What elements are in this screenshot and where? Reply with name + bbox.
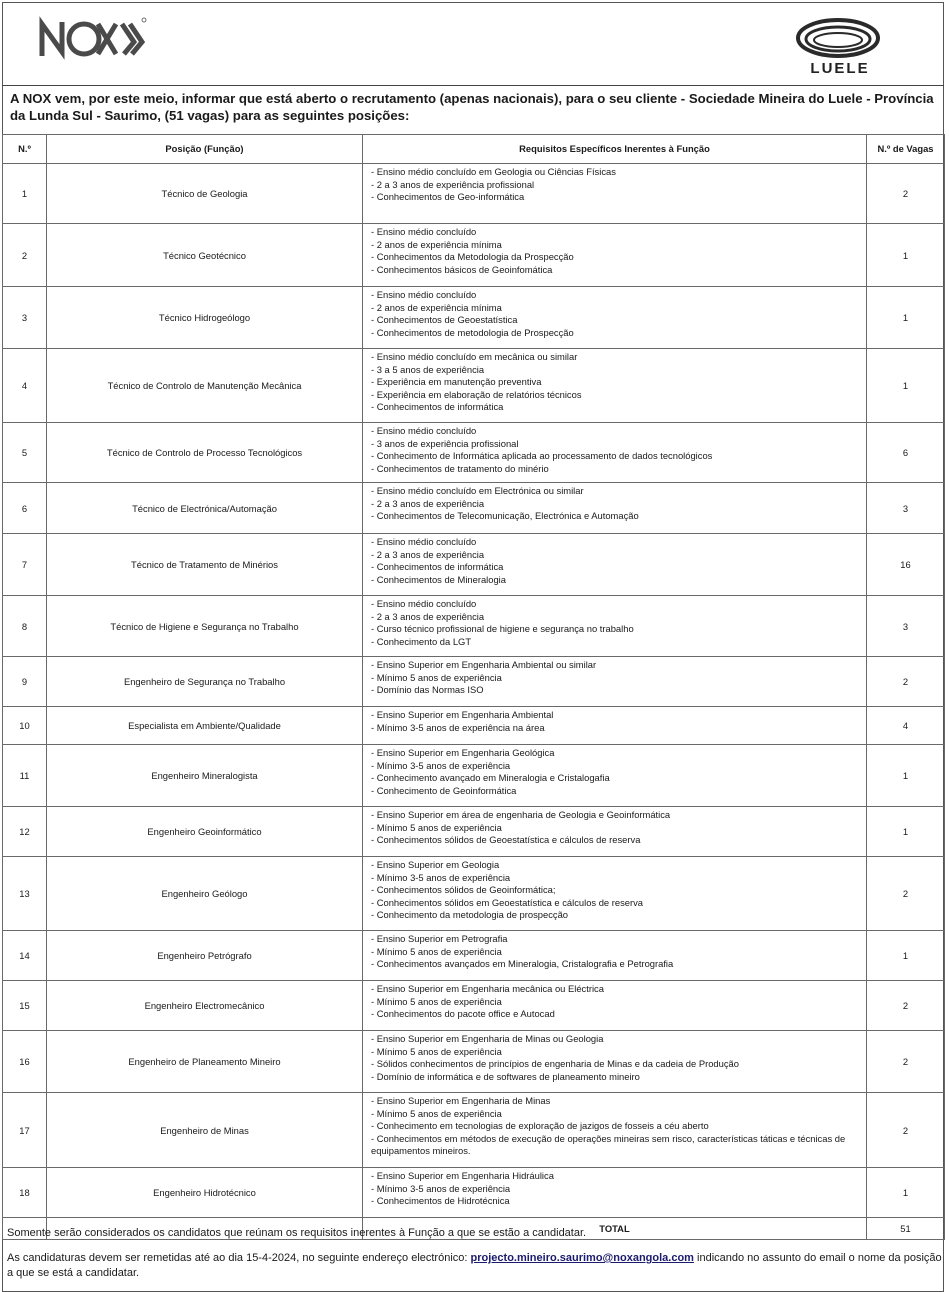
email-link[interactable]: projecto.mineiro.saurimo@noxangola.com — [470, 1252, 694, 1264]
table-row — [3, 287, 945, 349]
row-vacancies: 6 — [867, 423, 945, 483]
requirement-item: - Mínimo 5 anos de experiência — [371, 671, 502, 683]
requirement-item: - 2 anos de experiência mínima — [371, 238, 502, 250]
row-position: Engenheiro Geoinformático — [47, 807, 363, 857]
row-number: 1 — [3, 164, 47, 224]
row-requirements — [363, 596, 867, 657]
intro-paragraph: A NOX vem, por este meio, informar que está aberto o recrutamento (apenas nacionais), para o seu cliente - Sociedade Mineira do Luele - Província da Lunda Sul - Saurimo, (51 vagas) para as seguintes posições: — [10, 91, 934, 123]
row-number: 16 — [3, 1031, 47, 1093]
luele-wordmark: LUELE — [810, 60, 870, 77]
requirement-item: - Conhecimentos avançados em Mineralogia, Cristalografia e Petrografia — [371, 958, 674, 969]
requirement-item: - Mínimo 3-5 anos de experiência — [371, 871, 511, 883]
requirement-item: - Experiência em elaboração de relatórios técnicos — [371, 388, 582, 400]
row-vacancies: 16 — [867, 534, 945, 596]
row-number: 13 — [3, 857, 47, 931]
row-number: 11 — [3, 745, 47, 807]
row-number: 7 — [3, 534, 47, 596]
table-row — [3, 745, 945, 807]
requirement-item: - Conhecimentos de Geoestatística — [371, 314, 518, 325]
nox-logo — [38, 14, 148, 64]
table-row — [3, 596, 945, 657]
requirement-item: - Conhecimentos de Telecomunicação, Electrónica e Automação — [371, 510, 639, 521]
total-value: 51 — [867, 1218, 945, 1240]
note-submission — [7, 1251, 942, 1281]
requirement-item: - Conhecimentos de Mineralogia — [371, 573, 506, 585]
row-vacancies: 1 — [867, 224, 945, 287]
requirement-item: - Conhecimento avançado em Mineralogia e Cristalogafia — [371, 772, 610, 783]
header-requirements: Requisitos Específicos Inerentes à Função — [363, 135, 867, 164]
requirement-item: - 3 a 5 anos de experiência — [371, 363, 485, 375]
requirement-item: - Ensino Superior em área de engenharia de Geologia e Geoinformática — [371, 809, 671, 820]
requirement-item: - Conhecimentos de Hidrotécnica — [371, 1195, 510, 1206]
row-requirements — [363, 164, 867, 224]
requirement-item: - Ensino Superior em Petrografia — [371, 933, 508, 944]
row-number: 12 — [3, 807, 47, 857]
requirement-item: - Ensino médio concluído em mecânica ou similar — [371, 351, 578, 362]
row-number: 18 — [3, 1168, 47, 1218]
requirement-item: - Mínimo 5 anos de experiência — [371, 1107, 502, 1119]
row-requirements — [363, 534, 867, 596]
row-position: Engenheiro Geólogo — [47, 857, 363, 931]
row-requirements — [363, 745, 867, 807]
requirement-item: - Ensino médio concluído — [371, 226, 477, 237]
requirement-item: - Ensino médio concluído — [371, 536, 477, 547]
requirement-item: - Conhecimentos da Metodologia da Prospecção — [371, 251, 574, 262]
requirement-item: - Conhecimentos de metodologia de Prospecção — [371, 326, 574, 338]
row-requirements — [363, 931, 867, 981]
row-vacancies: 2 — [867, 981, 945, 1031]
row-number: 4 — [3, 349, 47, 423]
note-submission-text: As candidaturas devem ser remetidas até ao dia 15-4-2024, no seguinte endereço electrónico: — [7, 1252, 471, 1264]
requirement-item: - Conhecimento da LGT — [371, 635, 472, 647]
requirement-item: - Mínimo 5 anos de experiência — [371, 1045, 502, 1057]
row-requirements — [363, 483, 867, 534]
row-position: Técnico de Higiene e Segurança no Trabalho — [47, 596, 363, 657]
requirement-item: - Conhecimentos do pacote office e Autocad — [371, 1008, 555, 1019]
row-requirements — [363, 349, 867, 423]
requirement-item: - Conhecimentos de informática — [371, 401, 504, 412]
table-row — [3, 224, 945, 287]
row-position: Técnico de Controlo de Manutenção Mecânica — [47, 349, 363, 423]
table-row — [3, 349, 945, 423]
requirement-item: - Ensino Superior em Engenharia Geológica — [371, 747, 555, 758]
requirement-item: - Domínio de informática e de softwares de planeamento mineiro — [371, 1070, 640, 1082]
requirement-item: - Mínimo 5 anos de experiência — [371, 995, 502, 1007]
requirement-item: - 2 a 3 anos de experiência — [371, 548, 485, 560]
requirement-item: - Mínimo 5 anos de experiência — [371, 945, 502, 957]
row-requirements — [363, 707, 867, 745]
row-number: 6 — [3, 483, 47, 534]
row-vacancies: 2 — [867, 1093, 945, 1168]
row-number: 10 — [3, 707, 47, 745]
table-row — [3, 423, 945, 483]
requirement-item: - Ensino Superior em Engenharia mecânica ou Eléctrica — [371, 983, 604, 994]
row-vacancies: 2 — [867, 1031, 945, 1093]
row-number: 17 — [3, 1093, 47, 1168]
row-vacancies: 1 — [867, 287, 945, 349]
requirement-item: - Ensino médio concluído em Geologia ou Ciências Físicas — [371, 166, 616, 177]
row-requirements — [363, 1168, 867, 1218]
table-row — [3, 657, 945, 707]
table-row — [3, 857, 945, 931]
requirement-item: - Curso técnico profissional de higiene e segurança no trabalho — [371, 623, 634, 634]
requirement-item: - Ensino médio concluído — [371, 598, 477, 609]
table-row — [3, 807, 945, 857]
requirement-item: - Mínimo 3-5 anos de experiência — [371, 759, 511, 771]
row-vacancies: 1 — [867, 745, 945, 807]
requirement-item: - 2 a 3 anos de experiência profissional — [371, 178, 535, 190]
requirement-item: - Ensino Superior em Engenharia Hidráulica — [371, 1170, 554, 1181]
row-position: Técnico de Geologia — [47, 164, 363, 224]
table-row — [3, 1168, 945, 1218]
requirement-item: - Ensino Superior em Engenharia Ambiental — [371, 709, 554, 720]
requirement-item: - Experiência em manutenção preventiva — [371, 376, 542, 387]
row-vacancies: 1 — [867, 807, 945, 857]
row-requirements — [363, 1031, 867, 1093]
table-row — [3, 1093, 945, 1168]
requirement-item: - Ensino médio concluído — [371, 425, 477, 436]
row-number: 9 — [3, 657, 47, 707]
row-position: Técnico Geotécnico — [47, 224, 363, 287]
row-requirements — [363, 807, 867, 857]
row-requirements — [363, 423, 867, 483]
row-position: Engenheiro Mineralogista — [47, 745, 363, 807]
requirement-item: - Ensino Superior em Engenharia de Minas ou Geologia — [371, 1033, 604, 1044]
requirement-item: - Conhecimentos em métodos de execução de operações mineiras sem risco, características táticas e técnicas de equipamentos mineiros. — [371, 1132, 846, 1156]
row-vacancies: 3 — [867, 596, 945, 657]
requirement-item: - Mínimo 5 anos de experiência — [371, 821, 502, 833]
requirement-item: - Ensino médio concluído em Electrónica ou similar — [371, 485, 584, 496]
requirement-item: - Ensino Superior em Engenharia de Minas — [371, 1095, 551, 1106]
row-vacancies: 2 — [867, 164, 945, 224]
requirement-item: - Conhecimentos de Geo-informática — [371, 191, 525, 202]
requirement-item: - Mínimo 3-5 anos de experiência na área — [371, 721, 545, 733]
requirement-item: - Conhecimento de Geoinformática — [371, 784, 517, 796]
luele-logo — [790, 12, 890, 84]
requirement-item: - 2 a 3 anos de experiência — [371, 497, 485, 509]
row-vacancies: 2 — [867, 657, 945, 707]
row-position: Engenheiro Hidrotécnico — [47, 1168, 363, 1218]
row-requirements — [363, 224, 867, 287]
vacancies-table — [2, 134, 945, 1240]
row-number: 8 — [3, 596, 47, 657]
requirement-item: - Conhecimentos sólidos de Geoinformática; — [371, 884, 556, 895]
table-row — [3, 931, 945, 981]
header-position: Posição (Função) — [47, 135, 363, 164]
row-number: 3 — [3, 287, 47, 349]
note-requirements: Somente serão considerados os candidatos que reúnam os requisitos inerentes à Função a que se estão a candidatar. — [7, 1227, 587, 1239]
row-requirements — [363, 981, 867, 1031]
header-num: N.º — [3, 135, 47, 164]
table-row — [3, 1031, 945, 1093]
header-divider — [2, 85, 944, 86]
table-header-row — [3, 135, 945, 164]
requirement-item: - Ensino Superior em Geologia — [371, 859, 500, 870]
row-position: Engenheiro de Planeamento Mineiro — [47, 1031, 363, 1093]
row-number: 2 — [3, 224, 47, 287]
requirement-item: - Conhecimento em tecnologias de exploração de jazigos de fosseis a céu aberto — [371, 1120, 709, 1131]
row-number: 15 — [3, 981, 47, 1031]
row-position: Engenheiro de Minas — [47, 1093, 363, 1168]
row-vacancies: 1 — [867, 349, 945, 423]
row-requirements — [363, 1093, 867, 1168]
row-vacancies: 1 — [867, 931, 945, 981]
row-position: Engenheiro Petrógrafo — [47, 931, 363, 981]
requirement-item: - Ensino Superior em Engenharia Ambiental ou similar — [371, 659, 597, 670]
requirement-item: - Conhecimento de Informática aplicada ao processamento de dados tecnológicos — [371, 450, 713, 461]
table-row — [3, 483, 945, 534]
requirement-item: - Domínio das Normas ISO — [371, 684, 484, 695]
table-row — [3, 164, 945, 224]
requirement-item: - 2 anos de experiência mínima — [371, 301, 502, 313]
row-position: Técnico Hidrogeólogo — [47, 287, 363, 349]
table-row — [3, 981, 945, 1031]
row-requirements — [363, 287, 867, 349]
row-number: 14 — [3, 931, 47, 981]
row-position: Técnico de Controlo de Processo Tecnológicos — [47, 423, 363, 483]
requirement-item: - Mínimo 3-5 anos de experiência — [371, 1182, 511, 1194]
row-requirements — [363, 657, 867, 707]
notes — [7, 1226, 942, 1281]
requirement-item: - Conhecimento da metodologia de prospecção — [371, 909, 568, 920]
row-vacancies: 2 — [867, 857, 945, 931]
row-number: 5 — [3, 423, 47, 483]
requirement-item: - Conhecimentos sólidos em Geoestatística e cálculos de reserva — [371, 896, 644, 908]
requirement-item: - 2 a 3 anos de experiência — [371, 610, 485, 622]
requirement-item: - Conhecimentos sólidos de Geoestatística e cálculos de reserva — [371, 834, 641, 845]
requirement-item: - Ensino médio concluído — [371, 289, 477, 300]
row-position: Engenheiro de Segurança no Trabalho — [47, 657, 363, 707]
row-vacancies: 3 — [867, 483, 945, 534]
total-label: TOTAL — [363, 1218, 867, 1240]
row-position: Técnico de Electrónica/Automação — [47, 483, 363, 534]
row-position: Técnico de Tratamento de Minérios — [47, 534, 363, 596]
note-submission-text-end: indicando no assunto do email o nome da posição a que se está a candidatar. — [7, 1252, 942, 1279]
row-requirements — [363, 857, 867, 931]
luele-emblem-icon — [790, 12, 890, 60]
header — [0, 0, 949, 85]
row-position: Especialista em Ambiente/Qualidade — [47, 707, 363, 745]
row-vacancies: 1 — [867, 1168, 945, 1218]
requirement-item: - Conhecimentos básicos de Geoinfomática — [371, 263, 553, 275]
row-vacancies: 4 — [867, 707, 945, 745]
table-row — [3, 707, 945, 745]
requirement-item: - Sólidos conhecimentos de princípios de engenharia de Minas e da cadeia de Produção — [371, 1058, 739, 1069]
row-position: Engenheiro Electromecânico — [47, 981, 363, 1031]
requirement-item: - 3 anos de experiência profissional — [371, 437, 519, 449]
table-row — [3, 534, 945, 596]
header-vacancies: N.º de Vagas — [867, 135, 945, 164]
requirement-item: - Conhecimentos de informática — [371, 561, 504, 572]
requirement-item: - Conhecimentos de tratamento do minério — [371, 462, 549, 474]
